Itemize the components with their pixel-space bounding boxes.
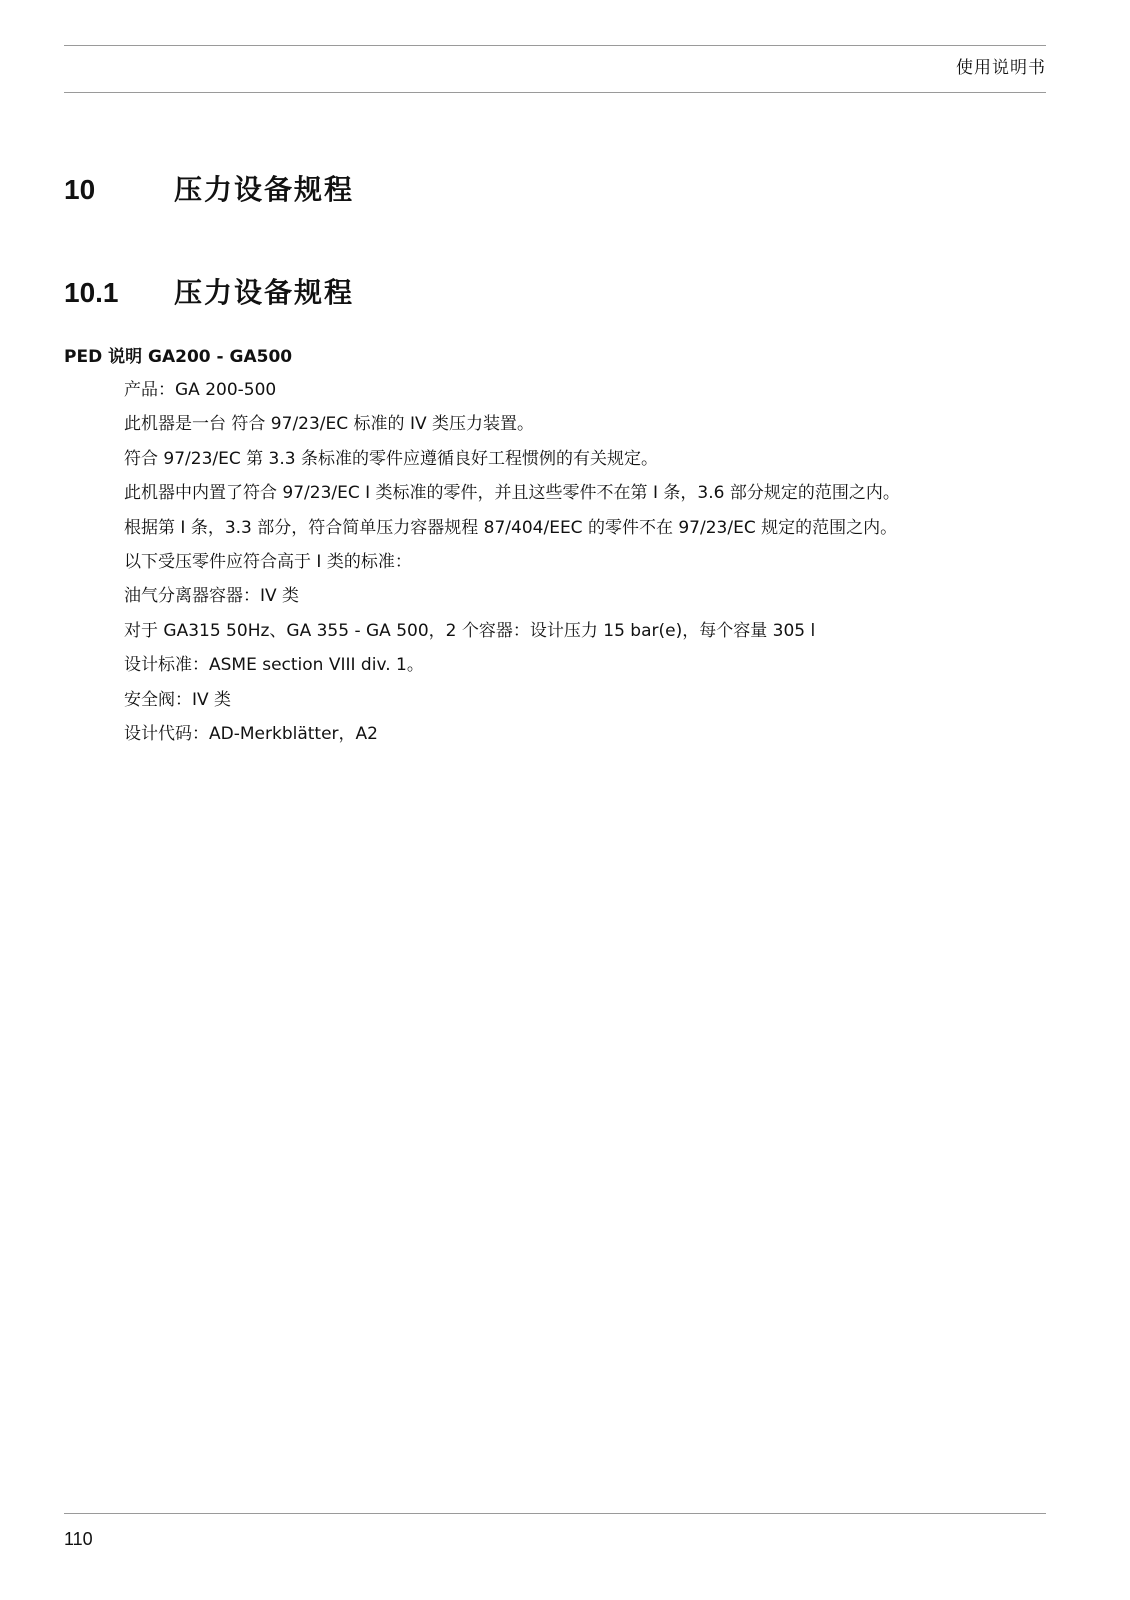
category-i-parts-line: 此机器中内置了符合 97/23/EC I 类标准的零件，并且这些零件不在第 I 条，3.6 部分规定的范围之内。 (124, 483, 900, 504)
section-number: 10.1 (64, 277, 119, 308)
section-title: 压力设备规程 (174, 276, 355, 309)
design-code-line: 设计代码：AD-Merkblätter，A2 (124, 723, 378, 744)
header-bottom-rule (64, 92, 1046, 93)
simple-vessels-line: 根据第 I 条，3.3 部分，符合简单压力容器规程 87/404/EEC 的零件不在 97/23/EC 规定的范围之内。 (124, 517, 898, 538)
safety-valve-line: 安全阀：IV 类 (124, 689, 232, 710)
ped-subheading: PED 说明 GA200 - GA500 (64, 347, 293, 367)
page-number: 110 (64, 1529, 93, 1549)
chapter-title: 压力设备规程 (174, 173, 355, 206)
vessel-spec-line: 对于 GA315 50Hz、GA 355 - GA 500，2 个容器：设计压力 15 bar(e)，每个容量 305 l (124, 620, 816, 641)
engineering-practice-line: 符合 97/23/EC 第 3.3 条标准的零件应遵循良好工程惯例的有关规定。 (124, 448, 658, 469)
ped-statement-list (124, 378, 1044, 756)
chapter-number: 10 (64, 174, 96, 205)
header-top-rule (64, 45, 1046, 46)
chapter-heading (64, 172, 354, 208)
section-heading (64, 275, 354, 311)
footer-rule (64, 1513, 1046, 1514)
category-line: 此机器是一台 符合 97/23/EC 标准的 IV 类压力装置。 (124, 414, 534, 435)
separator-vessel-line: 油气分离器容器：IV 类 (124, 586, 300, 607)
higher-category-intro-line: 以下受压零件应符合高于 I 类的标准： (124, 551, 412, 572)
header-title: 使用说明书 (956, 58, 1046, 78)
product-line: 产品：GA 200-500 (124, 380, 277, 400)
design-standard-line: 设计标准：ASME section VIII div. 1。 (124, 655, 424, 676)
